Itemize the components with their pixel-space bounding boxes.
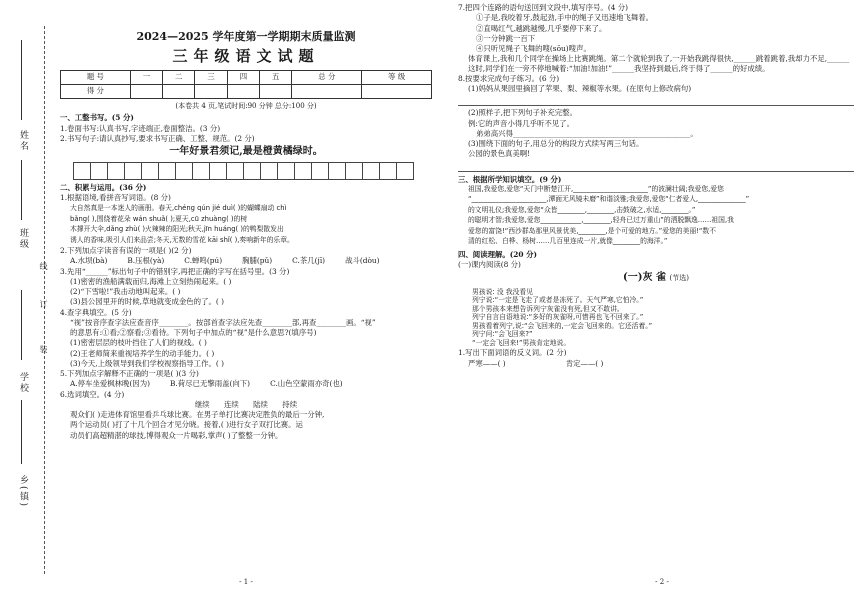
q1-title: 1.根据语境,看拼音写词语。(8 分): [60, 192, 171, 202]
score-cell: 五: [260, 70, 292, 84]
score-cell: 四: [227, 70, 259, 84]
reading-line: 列宁自言自语地说:“多好的灰雀呀,可惜再也飞不回来了。”: [472, 313, 644, 322]
seal-marker: 订: [39, 300, 48, 310]
name-field[interactable]: [21, 40, 22, 120]
binding-strip: [0, 0, 58, 593]
q6-line: 观众们( )走进体育馆里看乒乓球比赛。在男子单打比赛决定胜负的最后一分钟,: [70, 410, 325, 420]
s1-question-2: 2.书写句子:请认真抄写,要求书写正确、工整、规范。(2 分): [60, 133, 255, 143]
q7-options: [458, 13, 854, 53]
q1-line: bǎng( ),围绕着花朵 wán shuǎ( );夏天,cū zhuàng( )的树: [70, 214, 248, 223]
q1-line: 大自然真是一本迷人的画册。春天,chéng qún jié duì( )的蝴蝶扇动 chì: [70, 204, 287, 212]
reading-line: “一定会飞回来!”男孩肯定地说。: [472, 338, 571, 347]
reading-title-note: (节选): [669, 274, 689, 283]
bind-marker: 装: [39, 345, 48, 355]
q5-option[interactable]: B.荷尽已无擎雨盖(向下): [169, 379, 251, 389]
q2-option[interactable]: 胸脯(pǔ): [242, 256, 273, 266]
q7-passage: 体育课上,我和几个同学在操场上比赛跳绳。第二个就轮到我了,一开始我跳得很快,______跳着跳着,我却力不足,______这时,同学们在一旁不停地喊着:“加油!加油!”______我坚持到最后,终于得了______的好成绩。: [468, 54, 850, 73]
score-input[interactable]: [292, 84, 362, 98]
section-1-title: 一、工整书写。(5 分): [60, 113, 134, 123]
score-cell: 等 级: [362, 70, 432, 84]
class-field[interactable]: [21, 160, 22, 220]
exam-title: 2024—2025 学年度第一学期期末质量监测: [136, 30, 356, 43]
score-cell: 二: [163, 70, 195, 84]
score-cell: 一: [130, 70, 162, 84]
q3-item: (1)密密的渔船满载而归,海滩上立刻热闹起来。( ): [70, 276, 232, 286]
s3-passage: [458, 184, 854, 247]
q2-option[interactable]: 战斗(dòu): [345, 256, 380, 266]
q3-item: (3)县公园里开的时候,草地就变成金色的了。( ): [70, 297, 224, 307]
score-table-score-row: [61, 84, 432, 98]
q5-options: [60, 379, 432, 388]
subject-title: 三年级语文试题: [172, 46, 320, 65]
q8-given-1: 弟弟高兴得________________________________________________。: [476, 128, 698, 138]
s3-line: 清的红松、白桦、杨树……几百里连成一片,就像________的海洋。”: [468, 237, 668, 246]
q8-part-1: (1)妈妈从果园里摘回了苹果、梨、辣椒等水果。(在原句上修改病句): [468, 84, 692, 93]
q2-option[interactable]: C.茶几(jī): [292, 256, 326, 266]
s3-line: 爱您的富饶!“西沙群岛那里风景优美,________,是个可爱的地方。”爱您的美丽!“数不: [468, 226, 717, 235]
section-2-title: 二、积累与运用。(36 分): [60, 182, 147, 192]
score-input[interactable]: [130, 84, 162, 98]
name-label: 姓名: [18, 130, 28, 152]
s3-line: 的聪明才智;我爱您,爱您____________,________,轻舟已过万重山”的洒脱飘逸……祖国,我: [468, 216, 734, 225]
score-input[interactable]: [163, 84, 195, 98]
score-table: [60, 70, 432, 99]
s1-question-1: 1.卷面书写:认真书写,字迹端正,卷面整洁。(3 分): [60, 123, 221, 133]
q5-title: 5.下列加点字解释不正确的一项是( )(3 分): [60, 369, 199, 379]
copy-motto: 一年好景君须记,最是橙黄橘绿时。: [169, 146, 323, 157]
q8-title: 8.按要求完成句子练习。(6 分): [458, 73, 560, 83]
s3-line: 的文明礼仪;我爱您,爱您“众皆________,________,击鼓破之,水适,________。”: [468, 205, 696, 214]
q3-item: (2)“下雪啦!”我击动地叫起来。( ): [70, 287, 181, 297]
q1-line: 木撑开大伞,dǎng zhù( )火辣辣的阳光;秋天,jīn huáng( )的鸭梨散发出: [70, 225, 284, 234]
exam-note: (本卷共 4 页,笔试时间:90 分钟 总分:100 分): [175, 101, 317, 110]
reading-line: 那个男孩本来想告诉列宁灰雀没有死,但又不敢讲。: [472, 304, 624, 313]
reading-line: 列宁说:“一定是飞走了或者是冻死了。天气严寒,它怕冷。”: [472, 296, 644, 305]
score-input[interactable]: [260, 84, 292, 98]
q2-option[interactable]: A.水坝(bà): [70, 256, 108, 266]
town-field[interactable]: [21, 400, 22, 464]
q2-title: 2.下列加点字读音有误的一项是( )(2 分): [60, 246, 192, 256]
score-input[interactable]: [362, 84, 432, 98]
q8-part-3: (3)围绕下面的句子,用总分的构段方式续写两三句话。: [468, 139, 644, 148]
line-marker: 线: [39, 262, 48, 272]
reading-line: 男孩看着列宁,说:“会飞回来的,一定会飞回来的。它还活着。”: [472, 321, 653, 330]
antonym-item[interactable]: 肯定——( ): [565, 358, 604, 368]
q4-line: 的意思有:①看;②察看;③看待。下列句子中加点的“视”是什么意思?(填序号): [70, 328, 317, 338]
reading-passage: [458, 288, 854, 347]
q7-title: 7.把四个连路的语句送回到文段中,填写序号。(4 分): [458, 3, 629, 12]
q4-line: “视”按音序查字法应查音序________。按部首查字法应先查________部,再查________画。“视”: [70, 317, 376, 327]
reading-title-text: (一)灰 雀: [623, 272, 666, 284]
score-row-label: 得 分: [61, 84, 131, 98]
section-3-title: 三、根据所学知识填空。(9 分): [458, 174, 562, 184]
q4-text: [60, 318, 432, 368]
s3-line: 祖国,我爱您,爱您“天门中断楚江开,______________________”的波澜壮阔;我爱您,爱您: [468, 184, 724, 193]
q6-title: 6.选词填空。(4 分): [60, 389, 125, 399]
class-label: 班级: [18, 228, 28, 250]
q4-item: (2)王老师简来重视培养学生的动手能力。( ): [70, 348, 215, 358]
q7-option: ①子是,我咬着牙,鼓起劲,手中的绳子又迅速地飞舞着。: [476, 13, 654, 23]
q2-option[interactable]: C.蝉鸣(pú): [184, 256, 223, 266]
score-input[interactable]: [195, 84, 227, 98]
score-table-header-row: [61, 70, 432, 84]
q8-given-2: 公园的景色真美啊!: [468, 149, 531, 159]
q4-item: (3)今天,上级领导到我们学校视察指导工作。( ): [70, 358, 224, 368]
reading-q1-items: [458, 359, 854, 368]
s3-line: “______________________,潭面无风镜未磨”和谐淡雅;我爱您,爱您“仁者爱人,______________”: [468, 195, 750, 204]
q7-option: ③一分钟跳一百下: [476, 33, 536, 43]
reading-q1-title: 1.写出下面词语的反义词。(2 分): [458, 348, 567, 358]
q8-answer-line-1[interactable]: [458, 95, 854, 106]
q1-passage: [60, 203, 432, 245]
q6-word-bank: 继续 连续 陆续 持续: [194, 399, 298, 409]
q8-part-2: (2)照样子,把下列句子补充完整。: [468, 108, 577, 118]
reading-line: 男孩说: 没 我没看见: [472, 287, 533, 296]
reading-line: 列宁问:“会飞回来?”: [472, 330, 533, 339]
school-label: 学校: [18, 372, 28, 394]
page-2: [452, 0, 860, 593]
q6-line: 两个运动员( )打了十几个回合才见分晓。接着,( )进行女子双打比赛。运: [70, 420, 303, 430]
q5-option[interactable]: C.山色空蒙雨亦奇(也): [270, 379, 343, 389]
q2-option[interactable]: B.压根(yà): [127, 256, 165, 266]
q3-items: [60, 277, 432, 307]
q6-passage: [60, 410, 432, 440]
section-4-title: 四、阅读理解。(20 分): [458, 249, 537, 259]
q8-answer-line-2[interactable]: [458, 161, 854, 172]
town-label: 乡(镇): [18, 475, 28, 509]
q3-title: 3.先用“______”标出句子中的错别字,再把正确的字写在括号里。(3 分): [60, 266, 290, 276]
school-field[interactable]: [21, 290, 22, 360]
right-column: [458, 2, 854, 368]
q4-title: 4.查字典填空。(5 分): [60, 307, 132, 317]
score-cell: 总 分: [292, 70, 362, 84]
score-cell: 题 号: [61, 70, 131, 84]
q6-line: 动员们高超精湛的球技,博得观众一片喝彩,掌声( )了整整一分钟。: [70, 430, 283, 440]
reading-title: [458, 272, 854, 285]
q2-options: [60, 256, 432, 265]
score-input[interactable]: [227, 84, 259, 98]
page-number-1: - 1 -: [239, 578, 253, 587]
writing-grid[interactable]: [74, 162, 432, 180]
s4-subtitle: (一)课内阅读(8 分): [458, 260, 521, 270]
antonym-item[interactable]: 严寒——( ): [468, 358, 506, 368]
q8-example: 例:它的声音小得几乎听不见了。: [468, 118, 574, 128]
left-column: [60, 30, 432, 441]
score-cell: 三: [195, 70, 227, 84]
q7-option: ④只听见绳子飞舞的嗖(sōu)嗖声。: [476, 44, 591, 53]
q1-line: 诱人的香味,吸引人们来品尝;冬天,无数的雪花 kāi shǐ( ),奏响新年的乐章。: [70, 235, 294, 244]
q5-option[interactable]: A.停车坐爱枫林晚(因为): [70, 379, 150, 389]
page-number-2: - 2 -: [655, 578, 669, 587]
q7-option: ②直喝红气,越跳越慢,几乎要停下来了。: [476, 23, 607, 33]
q4-item: (1)密密层层的枝叶挡住了人们的视线。( ): [70, 338, 207, 348]
